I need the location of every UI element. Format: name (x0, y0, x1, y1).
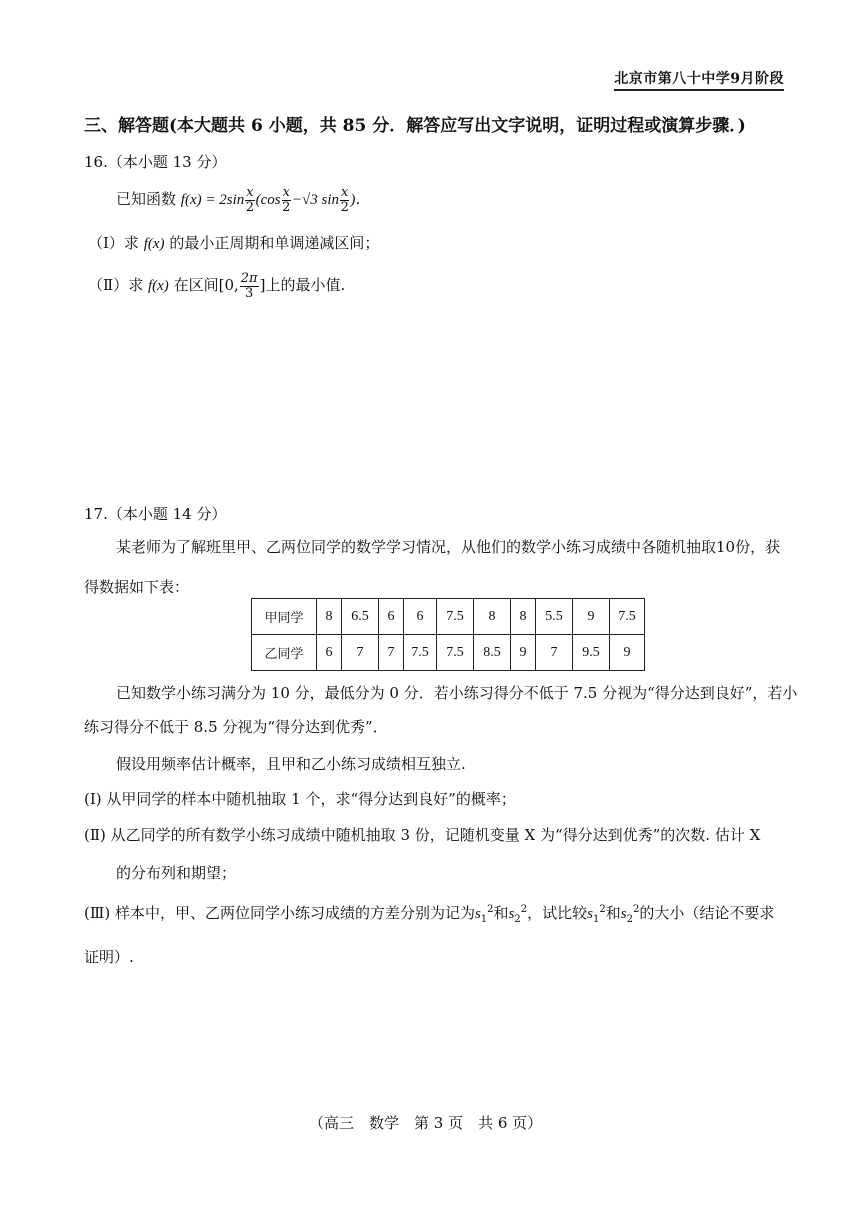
score-cell: 7.5 (437, 599, 474, 635)
q17-part2-line1: (Ⅱ) 从乙同学的所有数学小练习成绩中随机抽取 3 份，记随机变量 X 为“得分达到优秀”的次数. 估计 X (84, 826, 761, 844)
score-cell: 8 (317, 599, 342, 635)
score-cell: 7 (379, 635, 404, 671)
given-prefix: 已知函数 (116, 190, 177, 209)
func-expr: f(x) = 2sin (180, 192, 245, 209)
scores-table (251, 598, 645, 671)
q17-part3-line2: 证明）. (84, 948, 134, 966)
page-header: 北京市第八十中学9月阶段 (614, 68, 784, 91)
score-cell: 7 (342, 635, 379, 671)
q17-para1-line1: 已知数学小练习满分为 10 分，最低分为 0 分．若小练习得分不低于 7.5 分视为“得分达到良好”，若小 (116, 684, 798, 702)
page-footer: （高三 数学 第 3 页 共 6 页） (309, 1114, 543, 1132)
score-cell: 6 (379, 599, 404, 635)
fraction-x-over-2: $\frac{x}{2}$ (245, 185, 255, 215)
q16-part1: （Ⅰ）求 f(x) 的最小正周期和单调递减区间； (88, 234, 380, 252)
q17-para2: 假设用频率估计概率，且甲和乙小练习成绩相互独立. (116, 755, 466, 773)
score-cell: 8 (474, 599, 511, 635)
score-cell: 5.5 (536, 599, 573, 635)
score-cell: 8.5 (474, 635, 511, 671)
row-name: 乙同学 (252, 635, 317, 671)
score-cell: 9 (511, 635, 536, 671)
score-cell: 7.5 (610, 599, 645, 635)
q17-heading: 17.（本小题 14 分） (84, 505, 227, 523)
q16-part2: （Ⅱ）求 f(x) 在区间[0, $\frac{2\pi}{3}$ ]上的最小值. (88, 271, 346, 301)
q17-part2-line2: 的分布列和期望； (116, 864, 237, 882)
q16-heading: 16.（本小题 13 分） (84, 153, 227, 171)
score-cell: 7.5 (437, 635, 474, 671)
score-cell: 6.5 (342, 599, 379, 635)
score-cell: 8 (511, 599, 536, 635)
score-cell: 7.5 (404, 635, 437, 671)
q17-part1: (Ⅰ) 从甲同学的样本中随机抽取 1 个，求“得分达到良好”的概率； (84, 790, 516, 808)
fraction-2pi-over-3: $\frac{2\pi}{3}$ (240, 271, 258, 301)
fraction-x-over-2: $\frac{x}{2}$ (340, 185, 349, 215)
fraction-x-over-2: $\frac{x}{2}$ (282, 185, 291, 215)
q17-intro-line1: 某老师为了解班里甲、乙两位同学的数学学习情况，从他们的数学小练习成绩中各随机抽取10份，获 (116, 538, 781, 556)
q16-function-definition: 已知函数 f(x) = 2sin $\frac{x}{2}$ (cos $\frac{x}{2}$ −√3 sin $\frac{x}{2}$ )． (116, 185, 371, 215)
table-row (252, 599, 645, 635)
score-cell: 6 (317, 635, 342, 671)
score-cell: 9.5 (573, 635, 610, 671)
score-cell: 7 (536, 635, 573, 671)
q17-intro-line2: 得数据如下表： (84, 578, 190, 596)
row-name: 甲同学 (252, 599, 317, 635)
score-cell: 9 (610, 635, 645, 671)
q17-part3-line1: (Ⅲ) 样本中，甲、乙两位同学小练习成绩的方差分别为记为$s_1^2$和$s_2^2$，试比较$s_1^2$和$s_2^2$的大小（结论不要求 (84, 904, 775, 925)
q17-para1-line2: 练习得分不低于 8.5 分视为“得分达到优秀”． (84, 718, 388, 736)
score-cell: 6 (404, 599, 437, 635)
score-cell: 9 (573, 599, 610, 635)
table-row (252, 635, 645, 671)
section-title: 三、解答题(本大题共 6 小题，共 85 分．解答应写出文字说明，证明过程或演算步骤．) (84, 116, 746, 136)
